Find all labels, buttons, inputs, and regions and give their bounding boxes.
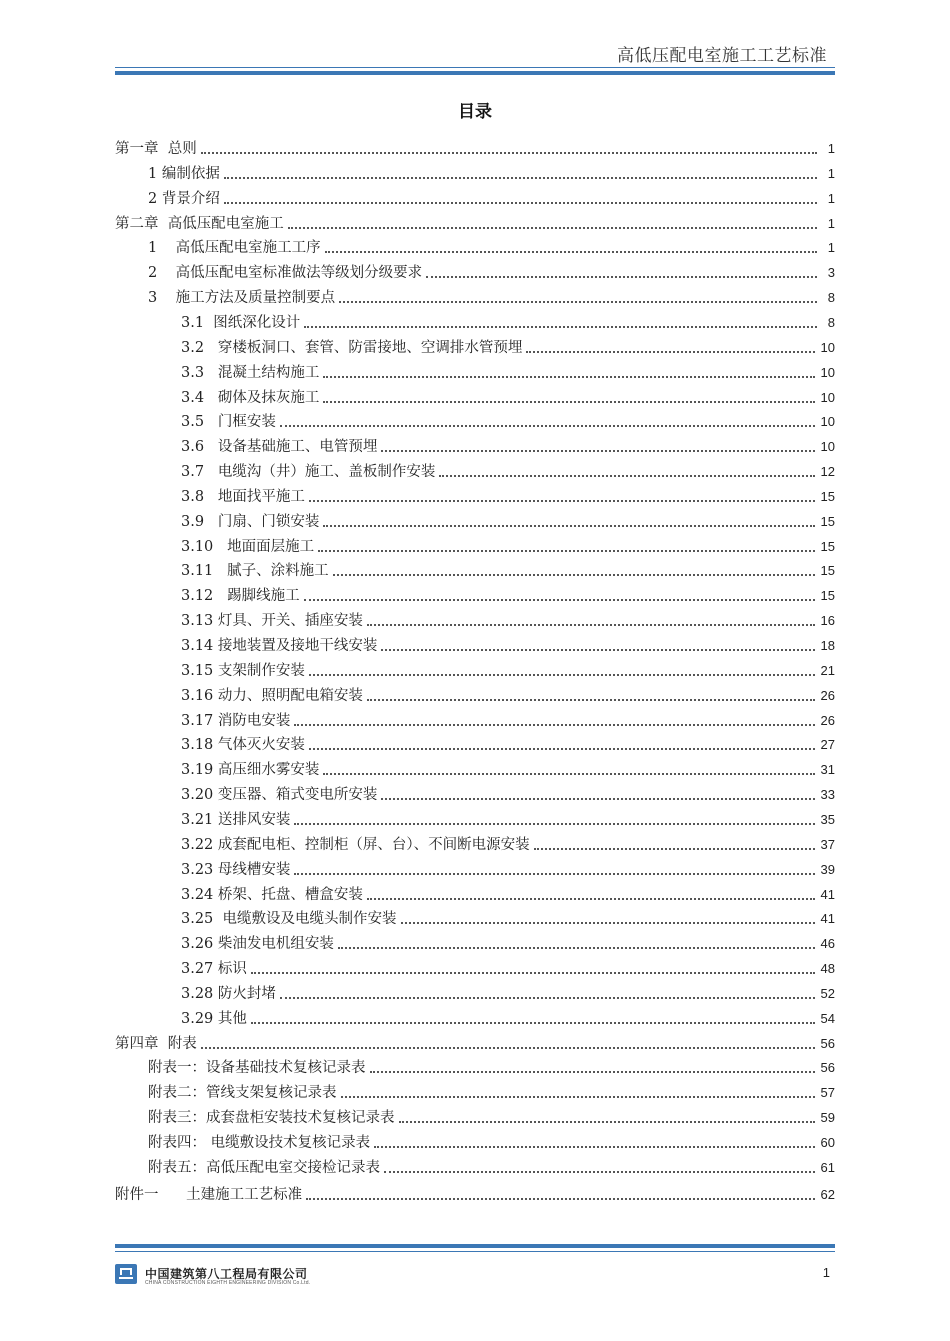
toc-dot-leader — [367, 623, 815, 626]
toc-entry[interactable] — [148, 1078, 835, 1102]
toc-entry-page-number: 60 — [820, 1135, 835, 1150]
toc-dot-leader — [294, 723, 814, 726]
toc-entry[interactable] — [181, 631, 835, 655]
toc-entry-label: 3.4 砌体及抹灰施工 — [181, 390, 320, 406]
toc-dot-leader — [381, 449, 814, 452]
toc-dot-leader — [304, 598, 815, 601]
toc-entry-page-number: 41 — [820, 887, 835, 902]
toc-entry-page-number: 8 — [827, 290, 835, 305]
toc-entry[interactable] — [115, 209, 835, 233]
toc-entry-label: 3.11 腻子、涂料施工 — [181, 563, 329, 579]
toc-dot-leader — [534, 847, 815, 850]
toc-entry[interactable] — [181, 1004, 835, 1028]
footer-rule-thin — [115, 1251, 835, 1252]
toc-entry-page-number: 1 — [827, 141, 835, 156]
toc-entry-page-number: 54 — [820, 1011, 835, 1026]
toc-entry[interactable] — [148, 1053, 835, 1077]
toc-entry-label: 3.2 穿楼板洞口、套管、防雷接地、空调排水管预埋 — [181, 340, 523, 356]
toc-entry-label: 3.14 接地装置及接地干线安装 — [181, 638, 378, 654]
toc-entry-label: 3.8 地面找平施工 — [181, 489, 305, 505]
toc-entry-label: 附表一：设备基础技术复核记录表 — [148, 1060, 366, 1076]
toc-entry-label: 3.1 图纸深化设计 — [181, 315, 301, 331]
toc-dot-leader — [323, 400, 814, 403]
toc-entry-page-number: 15 — [820, 588, 835, 603]
toc-entry[interactable] — [181, 507, 835, 531]
toc-entry-label: 3.21 送排风安装 — [181, 812, 291, 828]
toc-entry-page-number: 15 — [820, 514, 835, 529]
toc-entry[interactable] — [181, 730, 835, 754]
toc-dot-leader — [224, 201, 817, 204]
toc-entry-label: 3.28 防火封堵 — [181, 986, 276, 1002]
toc-entry-page-number: 1 — [827, 216, 835, 231]
toc-entry[interactable] — [181, 929, 835, 953]
toc-entry[interactable] — [148, 184, 835, 208]
document-header-title: 高低压配电室施工工艺标准 — [617, 46, 827, 66]
toc-entry-label: 3.15 支架制作安装 — [181, 663, 305, 679]
toc-entry[interactable] — [181, 805, 835, 829]
toc-dot-leader — [374, 1145, 814, 1148]
toc-dot-leader — [399, 1120, 815, 1123]
toc-entry[interactable] — [181, 457, 835, 481]
toc-dot-leader — [333, 573, 815, 576]
toc-entry-page-number: 16 — [820, 613, 835, 628]
toc-entry[interactable] — [148, 1128, 835, 1152]
company-name-en: CHINA CONSTRUCTION EIGHTH ENGINEERING DIVISION Co.Ltd. — [145, 1280, 311, 1286]
toc-entry-page-number: 56 — [820, 1060, 835, 1075]
toc-entry-page-number: 39 — [820, 862, 835, 877]
toc-entry-page-number: 61 — [820, 1160, 835, 1175]
toc-entry-label: 3.7 电缆沟（井）施工、盖板制作安装 — [181, 464, 436, 480]
toc-entry-page-number: 37 — [820, 837, 835, 852]
company-logo-icon — [115, 1264, 137, 1284]
toc-entry-page-number: 31 — [820, 762, 835, 777]
toc-entry-label: 3.26 柴油发电机组安装 — [181, 936, 334, 952]
toc-entry[interactable] — [181, 432, 835, 456]
toc-entry-page-number: 15 — [820, 539, 835, 554]
toc-entry[interactable] — [181, 383, 835, 407]
toc-entry-page-number: 46 — [820, 936, 835, 951]
toc-entry[interactable] — [181, 979, 835, 1003]
toc-dot-leader — [306, 1197, 814, 1200]
toc-entry[interactable] — [148, 283, 835, 307]
toc-entry[interactable] — [148, 233, 835, 257]
toc-entry-label: 3.20 变压器、箱式变电所安装 — [181, 787, 378, 803]
toc-entry-page-number: 26 — [820, 713, 835, 728]
toc-entry[interactable] — [181, 407, 835, 431]
toc-dot-leader — [280, 996, 815, 999]
toc-dot-leader — [318, 549, 814, 552]
toc-entry[interactable] — [181, 706, 835, 730]
toc-entry[interactable] — [181, 880, 835, 904]
toc-entry-label: 附表三：成套盘柜安装技术复核记录表 — [148, 1110, 395, 1126]
toc-dot-leader — [323, 375, 814, 378]
toc-entry[interactable] — [181, 855, 835, 879]
page-number: 1 — [822, 1265, 830, 1280]
toc-entry-label: 第二章 高低压配电室施工 — [115, 216, 284, 232]
toc-entry[interactable] — [181, 358, 835, 382]
toc-dot-leader — [201, 1046, 815, 1049]
toc-dot-leader — [294, 872, 814, 875]
toc-entry[interactable] — [148, 159, 835, 183]
toc-entry[interactable] — [148, 258, 835, 282]
toc-dot-leader — [426, 275, 817, 278]
toc-entry-label: 2 背景介绍 — [148, 191, 220, 207]
toc-dot-leader — [323, 772, 814, 775]
toc-entry-label: 附表二：管线支架复核记录表 — [148, 1085, 337, 1101]
toc-dot-leader — [251, 1021, 815, 1024]
toc-dot-leader — [526, 350, 814, 353]
toc-entry-page-number: 57 — [820, 1085, 835, 1100]
toc-title: 目录 — [458, 102, 492, 122]
toc-entry-page-number: 10 — [820, 439, 835, 454]
toc-entry-label: 3.22 成套配电柜、控制柜（屏、台）、不间断电源安装 — [181, 837, 530, 853]
toc-entry-page-number: 8 — [827, 315, 835, 330]
toc-dot-leader — [381, 797, 814, 800]
toc-entry-page-number: 41 — [820, 911, 835, 926]
toc-entry-label: 附件一 土建施工工艺标准 — [115, 1187, 303, 1203]
toc-dot-leader — [309, 673, 815, 676]
toc-dot-leader — [288, 226, 817, 229]
toc-dot-leader — [339, 300, 817, 303]
toc-dot-leader — [294, 822, 814, 825]
toc-dot-leader — [304, 325, 817, 328]
toc-entry-page-number: 18 — [820, 638, 835, 653]
toc-entry-label: 附表四： 电缆敷设技术复核记录表 — [148, 1135, 371, 1151]
toc-dot-leader — [367, 698, 815, 701]
toc-entry-label: 3.10 地面面层施工 — [181, 539, 315, 555]
toc-entry[interactable] — [181, 656, 835, 680]
toc-dot-leader — [401, 921, 815, 924]
header-rule-thick — [115, 71, 835, 75]
toc-dot-leader — [251, 971, 815, 974]
toc-dot-leader — [370, 1070, 815, 1073]
toc-entry-page-number: 15 — [820, 563, 835, 578]
toc-entry-page-number: 26 — [820, 688, 835, 703]
toc-entry-page-number: 1 — [827, 191, 835, 206]
toc-entry[interactable] — [181, 333, 835, 357]
toc-entry-page-number: 10 — [820, 365, 835, 380]
toc-dot-leader — [280, 424, 815, 427]
toc-entry-label: 3.12 踢脚线施工 — [181, 588, 300, 604]
toc-entry[interactable] — [148, 1103, 835, 1127]
toc-entry-label: 1 高低压配电室施工工序 — [148, 240, 321, 256]
toc-entry[interactable] — [148, 1153, 835, 1177]
toc-entry-label: 3.23 母线槽安装 — [181, 862, 291, 878]
toc-dot-leader — [224, 176, 817, 179]
toc-dot-leader — [309, 747, 815, 750]
toc-entry-page-number: 1 — [827, 166, 835, 181]
toc-dot-leader — [381, 648, 814, 651]
toc-entry-label: 3.17 消防电安装 — [181, 713, 291, 729]
toc-entry-page-number: 1 — [827, 240, 835, 255]
toc-entry-label: 3.24 桥架、托盘、槽盒安装 — [181, 887, 363, 903]
toc-entry-label: 3 施工方法及质量控制要点 — [148, 290, 336, 306]
toc-dot-leader — [325, 250, 817, 253]
toc-dot-leader — [341, 1095, 815, 1098]
toc-entry-page-number: 27 — [820, 737, 835, 752]
toc-entry[interactable] — [181, 755, 835, 779]
toc-entry-page-number: 62 — [820, 1187, 835, 1202]
toc-entry-label: 3.9 门扇、门锁安装 — [181, 514, 320, 530]
toc-entry-label: 1 编制依据 — [148, 166, 220, 182]
toc-entry-label: 3.27 标识 — [181, 961, 247, 977]
header-rule-thin — [115, 67, 835, 68]
toc-dot-leader — [323, 524, 814, 527]
toc-entry-label: 3.19 高压细水雾安装 — [181, 762, 320, 778]
toc-entry-label: 第四章 附表 — [115, 1036, 197, 1052]
toc-dot-leader — [201, 151, 817, 154]
toc-entry-label: 3.18 气体灭火安装 — [181, 737, 305, 753]
toc-entry-page-number: 3 — [827, 265, 835, 280]
toc-entry-page-number: 10 — [820, 414, 835, 429]
toc-entry-page-number: 21 — [820, 663, 835, 678]
toc-entry[interactable] — [115, 1029, 835, 1053]
toc-entry-page-number: 35 — [820, 812, 835, 827]
toc-dot-leader — [338, 946, 815, 949]
toc-entry-page-number: 48 — [820, 961, 835, 976]
toc-dot-leader — [367, 897, 815, 900]
toc-entry-page-number: 10 — [820, 390, 835, 405]
toc-entry[interactable] — [181, 482, 835, 506]
toc-entry[interactable] — [181, 308, 835, 332]
toc-dot-leader — [309, 499, 815, 502]
toc-entry-label: 第一章 总则 — [115, 141, 197, 157]
toc-entry-label: 3.13 灯具、开关、插座安装 — [181, 613, 363, 629]
toc-entry-label: 附表五：高低压配电室交接检记录表 — [148, 1160, 380, 1176]
toc-entry-page-number: 33 — [820, 787, 835, 802]
footer-rule-thick — [115, 1244, 835, 1248]
page-footer — [115, 1259, 835, 1289]
toc-entry-label: 3.29 其他 — [181, 1011, 247, 1027]
toc-dot-leader — [439, 474, 814, 477]
toc-entry-label: 2 高低压配电室标准做法等级划分级要求 — [148, 265, 423, 281]
toc-entry-page-number: 12 — [820, 464, 835, 479]
toc-entry[interactable] — [115, 134, 835, 158]
toc-entry[interactable] — [181, 904, 835, 928]
toc-entry[interactable] — [181, 556, 835, 580]
toc-entry[interactable] — [181, 780, 835, 804]
toc-entry-page-number: 15 — [820, 489, 835, 504]
toc-entry-page-number: 10 — [820, 340, 835, 355]
toc-entry-label: 3.25 电缆敷设及电缆头制作安装 — [181, 911, 397, 927]
toc-entry-label: 3.6 设备基础施工、电管预埋 — [181, 439, 378, 455]
toc-entry[interactable] — [115, 1180, 835, 1204]
toc-entry[interactable] — [181, 606, 835, 630]
toc-entry[interactable] — [181, 581, 835, 605]
toc-entry[interactable] — [181, 532, 835, 556]
toc-entry[interactable] — [181, 954, 835, 978]
toc-entry-page-number: 56 — [820, 1036, 835, 1051]
toc-entry[interactable] — [181, 830, 835, 854]
toc-entry-label: 3.5 门框安装 — [181, 414, 276, 430]
toc-entry-page-number: 52 — [820, 986, 835, 1001]
company-name-cn: 中国建筑第八工程局有限公司 — [145, 1267, 308, 1281]
toc-entry[interactable] — [181, 681, 835, 705]
toc-dot-leader — [384, 1170, 815, 1173]
toc-entry-label: 3.3 混凝土结构施工 — [181, 365, 320, 381]
toc-entry-label: 3.16 动力、照明配电箱安装 — [181, 688, 363, 704]
toc-entry-page-number: 59 — [820, 1110, 835, 1125]
